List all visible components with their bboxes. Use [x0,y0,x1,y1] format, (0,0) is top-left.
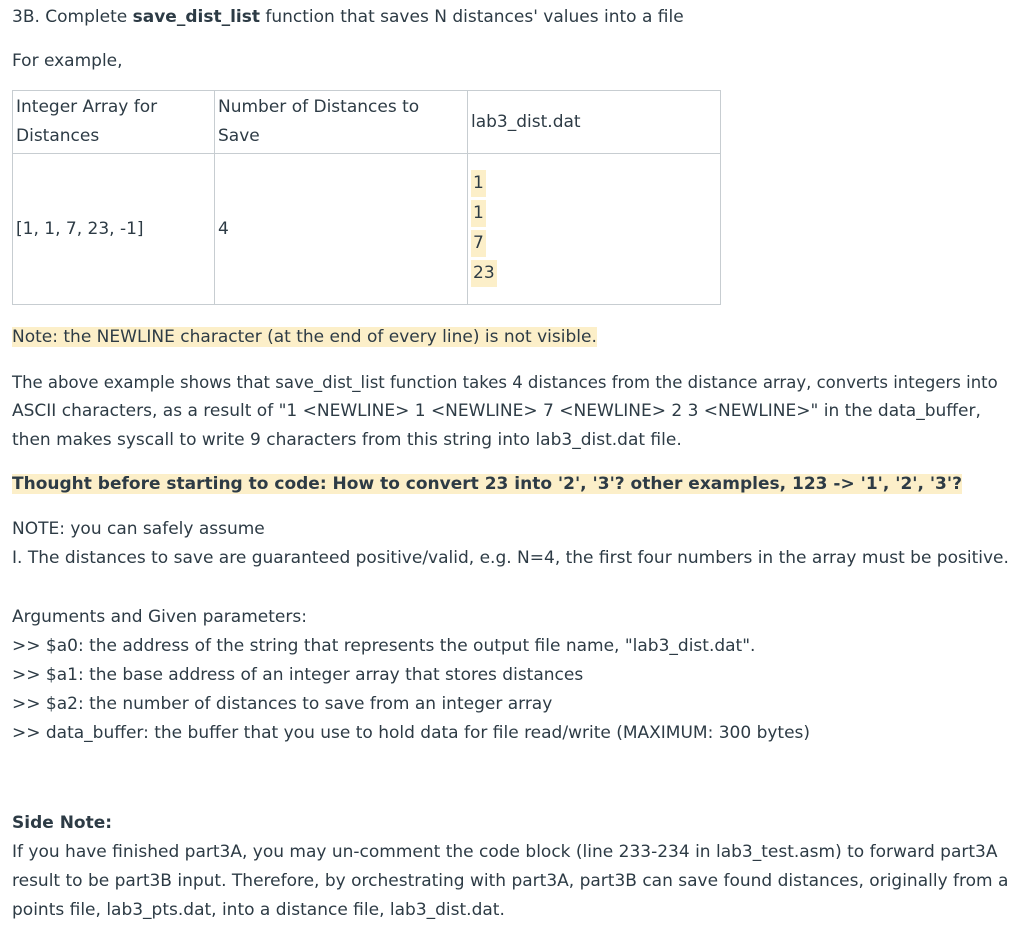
file-line: 1 [471,200,486,227]
cell-file-contents [468,154,721,305]
file-line: 23 [471,260,497,287]
thought-prompt: Thought before starting to code: How to convert 23 into '2', '3'? other examples, 123 -> '1', '2', '3'? [12,474,962,494]
argument-item: >> $a2: the number of distances to save from an integer array [12,694,553,714]
argument-item: >> data_buffer: the buffer that you use to hold data for file read/write (MAXIMUM: 300 bytes) [12,723,811,743]
newline-note: Note: the NEWLINE character (at the end of every line) is not visible. [12,327,597,347]
header-number-of-distances: Number of Distances to Save [215,91,468,154]
cell-array-value: [1, 1, 7, 23, -1] [13,154,215,305]
arguments-title: Arguments and Given parameters: [12,607,307,627]
table-header-row [13,91,721,154]
section-heading: 3B. Complete save_dist_list function that saves N distances' values into a file [12,7,684,27]
header-file-name: lab3_dist.dat [468,91,721,154]
side-note-line: points file, lab3_pts.dat, into a distance file, lab3_dist.dat. [12,900,505,920]
explanation-line: then makes syscall to write 9 characters from this string into lab3_dist.dat file. [12,430,682,450]
function-name: save_dist_list [132,7,260,27]
explanation-line: ASCII characters, as a result of "1 <NEWLINE> 1 <NEWLINE> 7 <NEWLINE> 2 3 <NEWLINE>" in the data_buffer, [12,401,981,421]
cell-count-value: 4 [215,154,468,305]
table-row [13,154,721,305]
side-note-line: result to be part3B input. Therefore, by orchestrating with part3A, part3B can save found distances, originally from a [12,871,1009,891]
assume-title: NOTE: you can safely assume [12,519,265,539]
assume-item: I. The distances to save are guaranteed positive/valid, e.g. N=4, the first four numbers in the array must be positive. [12,548,1009,568]
for-example-label: For example, [12,51,123,71]
argument-item: >> $a1: the base address of an integer array that stores distances [12,665,584,685]
explanation-line: The above example shows that save_dist_list function takes 4 distances from the distance array, converts integers into [12,373,998,392]
file-line: 1 [471,170,486,197]
file-line: 7 [471,230,486,257]
argument-item: >> $a0: the address of the string that represents the output file name, "lab3_dist.dat". [12,636,756,656]
header-integer-array: Integer Array for Distances [13,91,215,154]
side-note-title: Side Note: [12,813,113,833]
example-table [12,90,721,305]
side-note-line: If you have finished part3A, you may un-comment the code block (line 233-234 in lab3_test.asm) to forward part3A [12,842,998,862]
